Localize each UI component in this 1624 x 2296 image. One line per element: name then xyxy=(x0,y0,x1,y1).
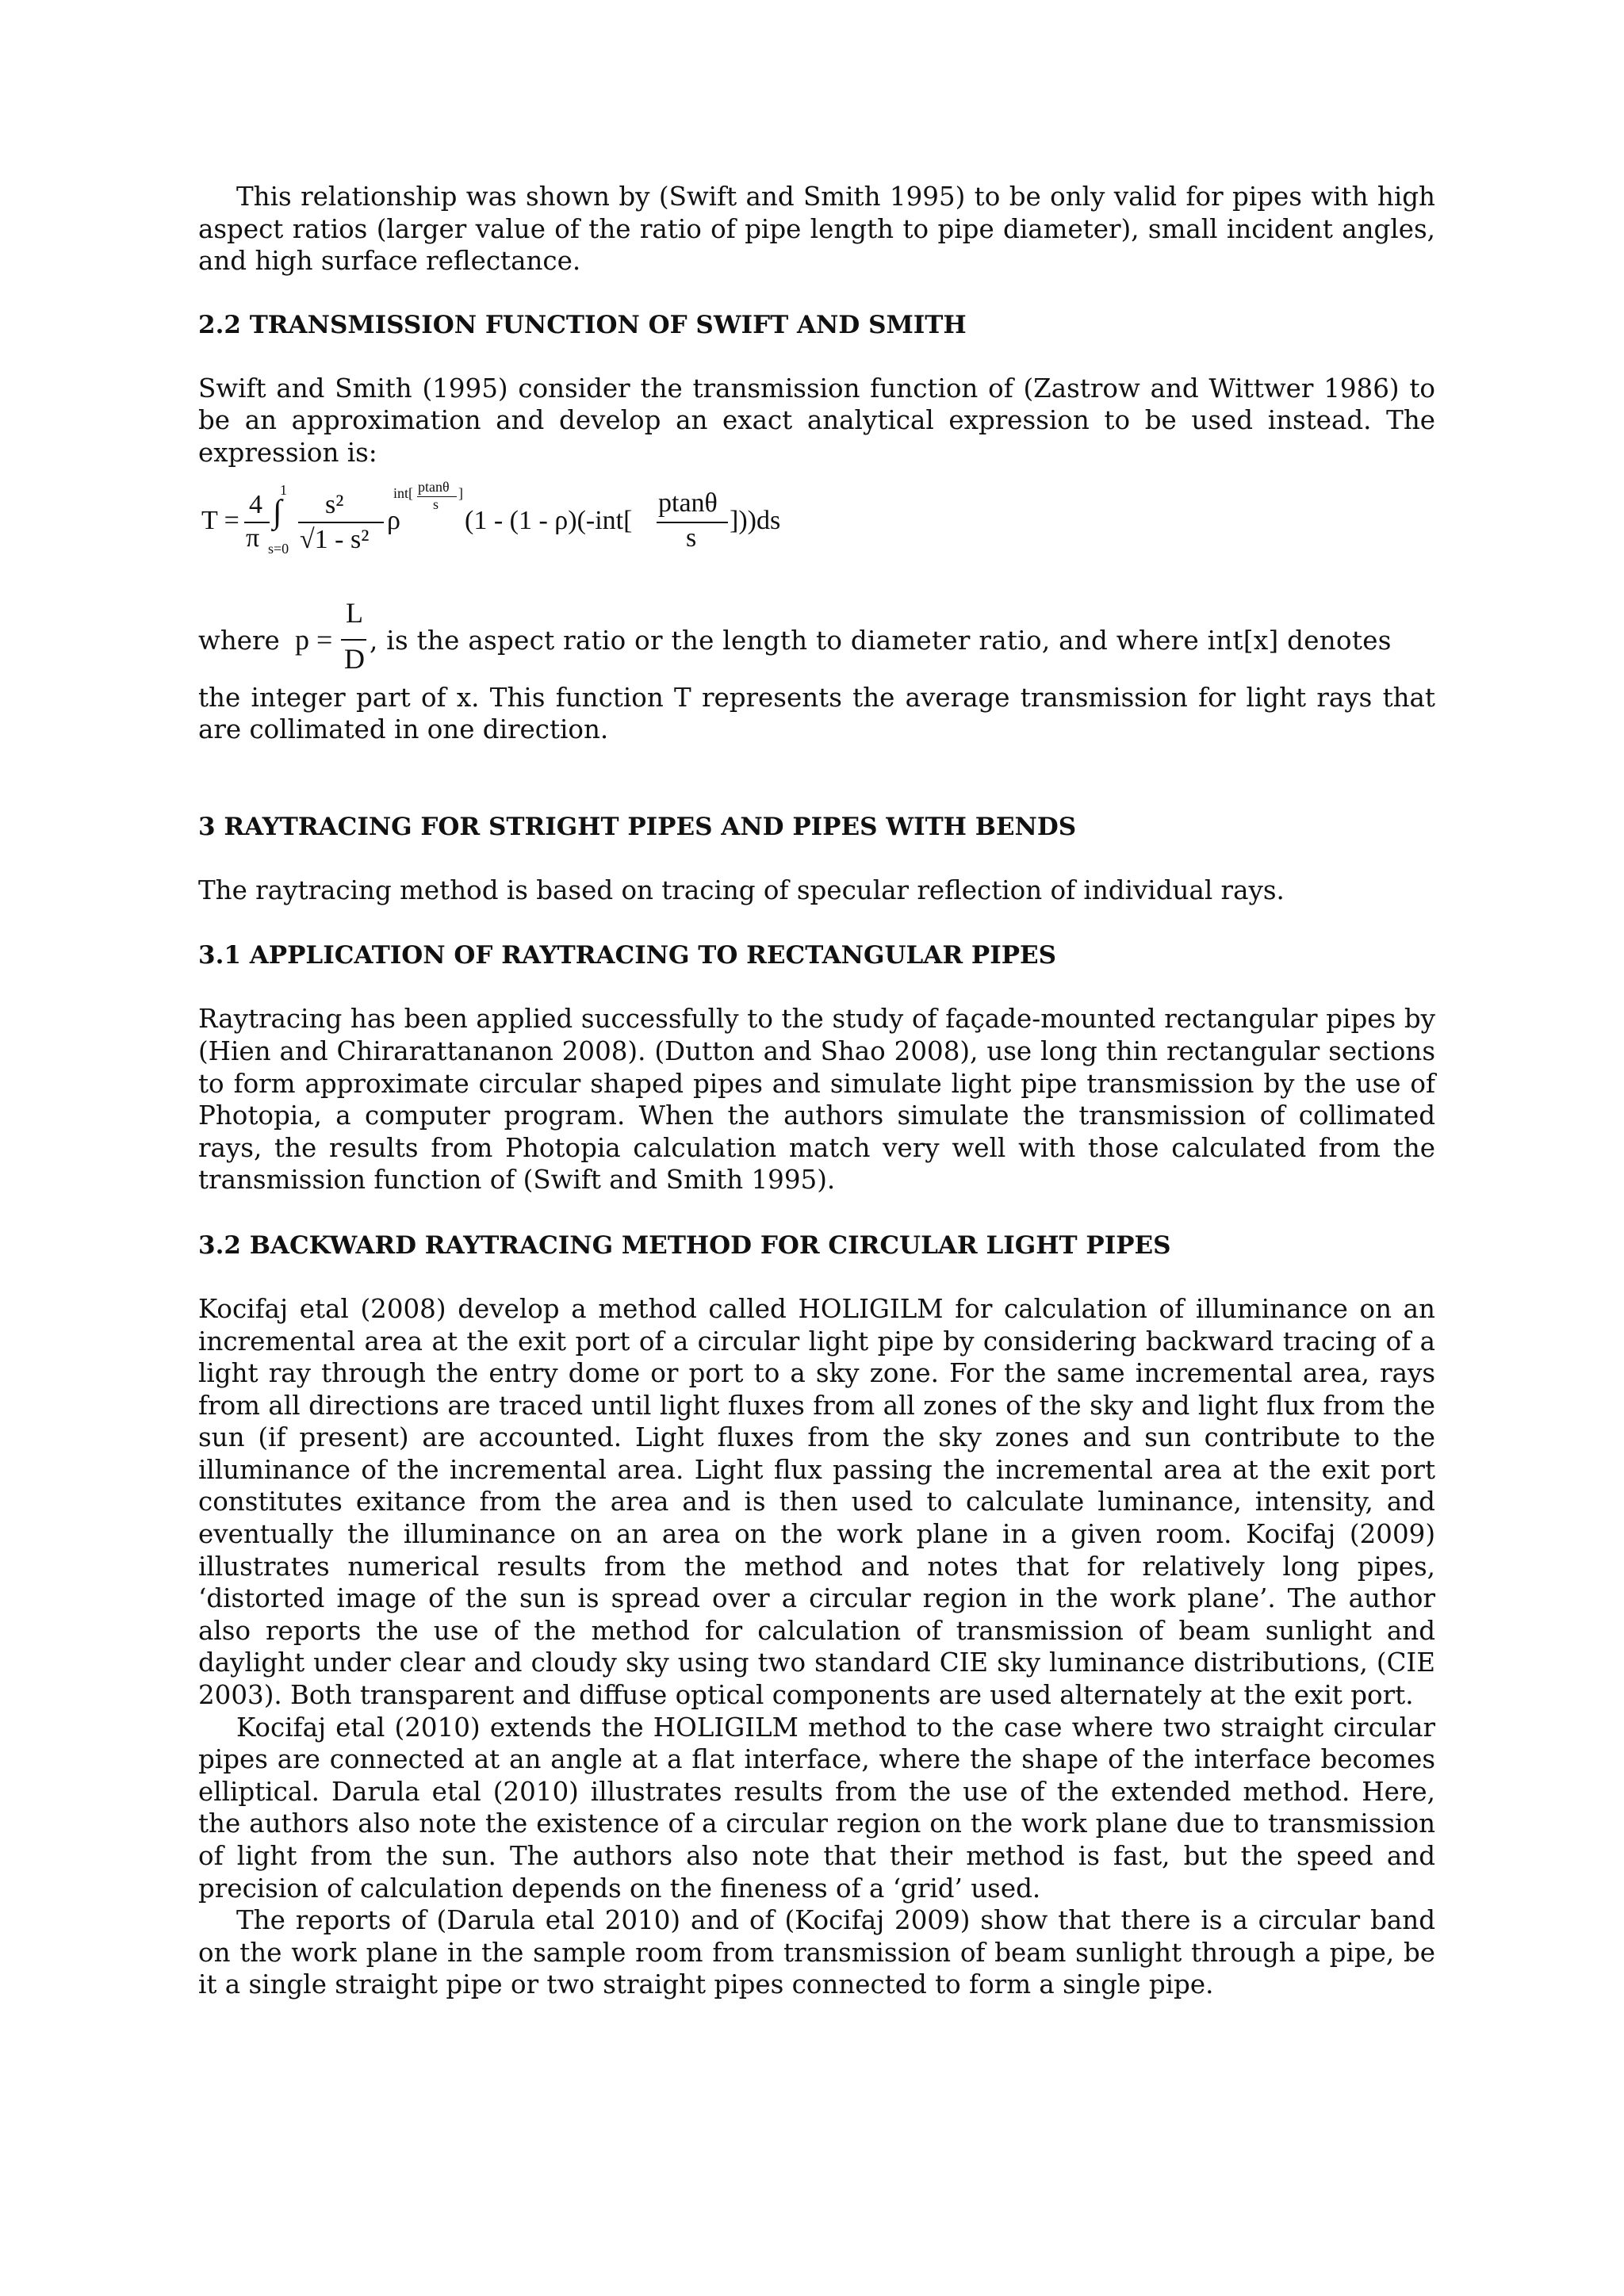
after-equation-paragraph: the integer part of x. This function T represents the average transmission for light rays that are collimated in one direction. xyxy=(198,682,1435,745)
equation-middle: (1 - (1 - ρ)(-int[ xyxy=(465,505,633,535)
where-suffix: , is the aspect ratio or the length to diameter ratio, and where int[x] denotes xyxy=(370,625,1392,656)
equation-tail-num: ptanθ xyxy=(658,488,718,518)
where-definition xyxy=(198,596,1435,680)
section-3-2-heading: 3.2 BACKWARD RAYTRACING METHOD FOR CIRCULAR LIGHT PIPES xyxy=(198,1230,1171,1260)
section-3-heading: 3 RAYTRACING FOR STRIGHT PIPES AND PIPES WITH BENDS xyxy=(198,812,1077,841)
equation-integral-lower: s=0 xyxy=(268,540,289,557)
equation-exponent: int[ xyxy=(393,484,413,501)
where-den: D xyxy=(344,642,365,675)
equation-frac-num: s² xyxy=(325,489,344,519)
equation-exp-close: ] xyxy=(458,484,463,501)
equation-rho: ρ xyxy=(387,505,400,535)
section-3-2-paragraph-1: Kocifaj etal (2008) develop a method called HOLIGILM for calculation of illuminance on an incremental area at the exit port of a circular light pipe by considering backward tracing of a light ray through the entry dome or port to a sky zone. For the same incremental area, rays from all directions are traced until light fluxes from all zones of the sky and light flux from the sun (if present) are accounted. Light fluxes from the sky zones and sun contribute to the illuminance of the incremental area. Light flux passing the incremental area at the exit port constitutes exitance from the area and is then used to calculate luminance, intensity, and eventually the illuminance on an area on the work plane in a given room. Kocifaj (2009) illustrates numerical results from the method and notes that for relatively long pipes, ‘distorted image of the sun is spread over a circular region in the work plane’. The author also reports the use of the method for calculation of transmission of beam sunlight and daylight under clear and cloudy sky using two standard CIE sky luminance distributions, (CIE 2003). Both transparent and diffuse optical components are used alternately at the exit port. xyxy=(198,1293,1435,1711)
section-3-2-paragraph-2: Kocifaj etal (2010) extends the HOLIGILM method to the case where two straight circular pipes are connected at an angle at a flat interface, where the shape of the interface becomes elliptical. Darula etal (2010) illustrates results from the use of the extended method. Here, the authors also note the existence of a circular region on the work plane due to transmission of light from the sun. The authors also note that their method is fast, but the speed and precision of calculation depends on the fineness of a ‘grid’ used. xyxy=(198,1712,1435,1904)
where-frac-bar xyxy=(341,639,366,641)
equation-integral-upper: 1 xyxy=(280,481,287,498)
where-prefix: where xyxy=(198,625,280,656)
transmission-equation xyxy=(198,478,1435,577)
section-3-paragraph: The raytracing method is based on tracing of specular reflection of individual rays. xyxy=(198,874,1285,905)
equation-tail-den: s xyxy=(686,522,697,553)
equation-lhs: T = xyxy=(201,505,239,535)
equation-frac-den: √1 - s² xyxy=(300,524,370,554)
equation-frac-bar xyxy=(298,522,384,523)
where-p-eq: p = xyxy=(295,623,333,656)
section-3-2-paragraph-3: The reports of (Darula etal 2010) and of (Kocifaj 2009) show that there is a circular band on the work plane in the sample room from transmission of beam sunlight through a pipe, be it a single straight pipe or two straight pipes connected to form a single pipe. xyxy=(198,1905,1435,2000)
document-page xyxy=(198,181,1435,2001)
section-3-1-paragraph: Raytracing has been applied successfully to the study of façade-mounted rectangular pipes by (Hien and Chirarattananon 2008). (Dutton and Shao 2008), use long thin rectangular sections to form approximate circular shaped pipes and simulate light pipe transmission by the use of Photopia, a computer program. When the authors simulate the transmission of collimated rays, the results from Photopia calculation match very well with those calculated from the transmission function of (Swift and Smith 1995). xyxy=(198,1004,1435,1196)
section-2-2-heading: 2.2 TRANSMISSION FUNCTION OF SWIFT AND SMITH xyxy=(198,310,967,339)
equation-exp-den: s xyxy=(433,496,439,512)
section-3-1-heading: 3.1 APPLICATION OF RAYTRACING TO RECTANGULAR PIPES xyxy=(198,941,1057,970)
equation-exp-num: ptanθ xyxy=(418,478,450,495)
equation-integral-sign: ∫ xyxy=(273,493,282,530)
where-num: L xyxy=(346,596,363,629)
equation-coef-den: π xyxy=(246,522,260,553)
section-2-2-paragraph: Swift and Smith (1995) consider the transmission function of (Zastrow and Wittwer 1986) to be an approximation and develop an exact analytical expression to be used instead. The expression is: xyxy=(198,373,1435,468)
intro-paragraph: This relationship was shown by (Swift and Smith 1995) to be only valid for pipes with high aspect ratios (larger value of the ratio of pipe length to pipe diameter), small incident angles, and high surface reflectance. xyxy=(198,182,1435,277)
equation-coef-num: 4 xyxy=(249,489,262,519)
equation-tail-close: ]))ds xyxy=(730,505,781,535)
